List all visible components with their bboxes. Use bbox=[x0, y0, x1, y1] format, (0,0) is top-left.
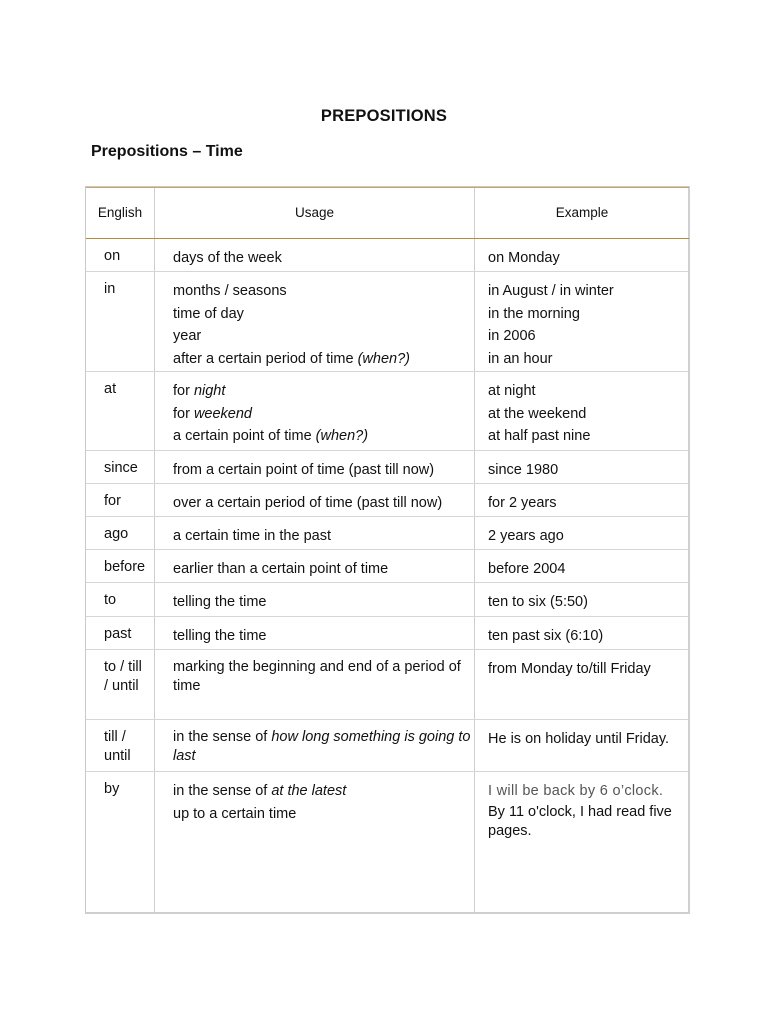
example-cell bbox=[488, 625, 688, 648]
usage-cell bbox=[173, 247, 473, 270]
example-line: on Monday bbox=[488, 250, 560, 266]
table-row bbox=[86, 451, 689, 484]
english-cell: to bbox=[104, 592, 117, 608]
usage-cell bbox=[173, 558, 473, 581]
usage-line: over a certain period of time (past till now) bbox=[173, 495, 443, 511]
usage-line: earlier than a certain point of time bbox=[173, 561, 389, 577]
example-line: ten past six (6:10) bbox=[488, 628, 604, 644]
table-row bbox=[86, 239, 689, 272]
table-row bbox=[86, 720, 689, 772]
usage-line: a certain time in the past bbox=[173, 528, 331, 544]
english-cell: by bbox=[104, 781, 120, 797]
table-row bbox=[86, 517, 689, 550]
page-title: PREPOSITIONS bbox=[320, 107, 448, 125]
english-cell: ago bbox=[104, 526, 129, 542]
emphasis-text: weekend bbox=[193, 405, 252, 422]
example-line: ten to six (5:50) bbox=[488, 594, 588, 610]
usage-line: for weekend bbox=[173, 405, 252, 422]
emphasis-text: how long something is going to last bbox=[173, 729, 471, 764]
usage-line: days of the week bbox=[173, 250, 282, 266]
example-cell bbox=[488, 658, 688, 681]
english-cell: at bbox=[104, 381, 117, 397]
usage-line: from a certain point of time (past till now) bbox=[173, 462, 435, 478]
usage-line: months / seasons bbox=[173, 283, 287, 299]
usage-cell bbox=[173, 380, 473, 448]
usage-line: year bbox=[173, 328, 202, 344]
example-line: By 11 o'clock, I had read five pages. bbox=[488, 803, 672, 839]
usage-cell bbox=[173, 280, 473, 370]
english-cell: on bbox=[104, 248, 121, 264]
emphasis-text: at the latest bbox=[271, 783, 347, 799]
table-row bbox=[86, 583, 689, 617]
english-cell: past bbox=[104, 626, 132, 642]
emphasis-text: (when?) bbox=[315, 428, 369, 444]
table-header-row bbox=[86, 187, 689, 239]
example-line: in an hour bbox=[488, 350, 553, 367]
usage-cell bbox=[173, 591, 473, 614]
section-title: Prepositions – Time bbox=[91, 143, 243, 160]
example-cell bbox=[488, 280, 688, 370]
usage-line: telling the time bbox=[173, 628, 267, 644]
example-cell bbox=[488, 247, 688, 270]
usage-line: after a certain period of time (when?) bbox=[173, 350, 410, 367]
example-line: in August / in winter bbox=[488, 283, 614, 299]
usage-cell bbox=[173, 459, 473, 482]
example-line: from Monday to/till Friday bbox=[488, 661, 651, 677]
example-cell bbox=[488, 780, 688, 841]
table-row bbox=[86, 272, 689, 372]
example-line: since 1980 bbox=[488, 462, 559, 478]
example-line: in the morning bbox=[488, 305, 580, 322]
english-cell: till / until bbox=[104, 729, 131, 764]
usage-line: time of day bbox=[173, 305, 244, 322]
english-cell: since bbox=[104, 460, 138, 476]
usage-line: a certain point of time (when?) bbox=[173, 428, 369, 444]
header-usage: Usage bbox=[294, 205, 335, 220]
usage-line: up to a certain time bbox=[173, 805, 297, 822]
example-cell bbox=[488, 380, 688, 448]
example-line: at the weekend bbox=[488, 405, 587, 422]
example-line: for 2 years bbox=[488, 495, 557, 511]
example-line: I will be back by 6 o’clock. bbox=[488, 783, 664, 799]
header-english: English bbox=[97, 205, 143, 220]
usage-line: marking the beginning and end of a period of time bbox=[173, 659, 461, 694]
header-example: Example bbox=[555, 205, 609, 220]
example-line: in 2006 bbox=[488, 328, 536, 344]
english-cell: before bbox=[104, 559, 146, 575]
prepositions-table bbox=[85, 186, 690, 914]
table-row bbox=[86, 484, 689, 517]
table-row bbox=[86, 772, 689, 913]
table-row bbox=[86, 550, 689, 583]
usage-cell bbox=[173, 658, 473, 696]
example-cell bbox=[488, 492, 688, 515]
usage-line: telling the time bbox=[173, 594, 267, 610]
example-line: at half past nine bbox=[488, 428, 591, 444]
table-row bbox=[86, 617, 689, 650]
emphasis-text: (when?) bbox=[357, 350, 410, 367]
usage-line: for night bbox=[173, 383, 226, 399]
usage-line: in the sense of at the latest bbox=[173, 783, 347, 799]
example-cell bbox=[488, 525, 688, 548]
example-cell bbox=[488, 459, 688, 482]
example-line: He is on holiday until Friday. bbox=[488, 731, 670, 747]
example-cell bbox=[488, 591, 688, 614]
usage-cell bbox=[173, 728, 473, 766]
example-line: 2 years ago bbox=[488, 528, 564, 544]
example-line: before 2004 bbox=[488, 561, 566, 577]
english-cell: for bbox=[104, 493, 121, 509]
usage-cell bbox=[173, 780, 473, 825]
example-cell bbox=[488, 558, 688, 581]
table-row bbox=[86, 650, 689, 720]
example-cell bbox=[488, 728, 688, 751]
table-row bbox=[86, 372, 689, 451]
usage-cell bbox=[173, 492, 473, 515]
usage-cell bbox=[173, 625, 473, 648]
usage-cell bbox=[173, 525, 473, 548]
usage-line: in the sense of how long something is going to last bbox=[173, 729, 471, 764]
emphasis-text: night bbox=[193, 383, 226, 399]
english-cell: to / till / until bbox=[104, 659, 142, 694]
english-cell: in bbox=[104, 281, 116, 297]
example-line: at night bbox=[488, 383, 536, 399]
